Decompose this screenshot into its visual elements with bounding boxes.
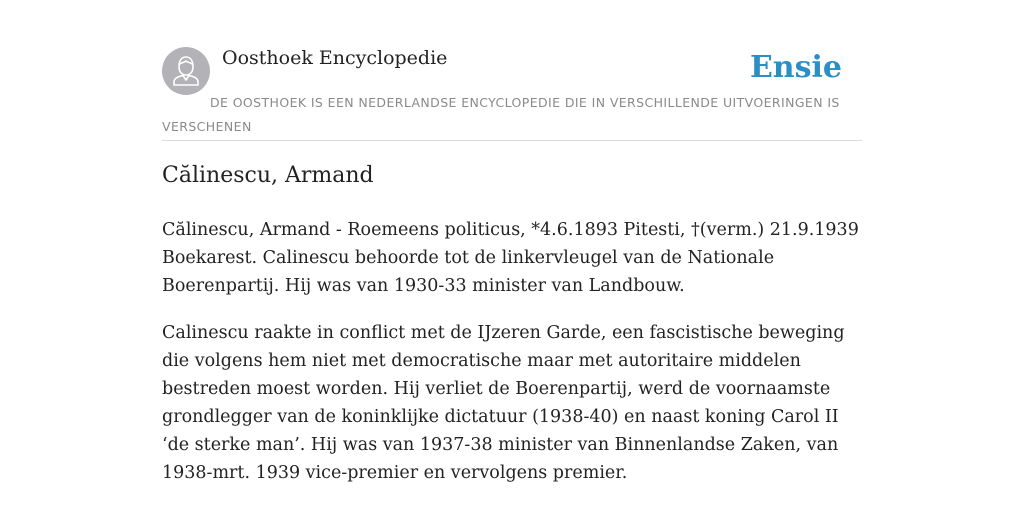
article-paragraph-1: Călinescu, Armand - Roemeens politicus, *4.6.1893 Pitesti, †(verm.) 21.9.1939 Boekarest. Calinescu behoorde tot de linkervleugel van de Nationale Boerenpartij. Hij was van 1930-33 minister van Landbouw. [162, 220, 859, 296]
source-header [162, 44, 862, 141]
article-title: Călinescu, Armand [162, 163, 374, 188]
article-paragraph-2: Calinescu raakte in conflict met de IJzeren Garde, een fascistische beweging die volgens hem niet met democratische maar met autoritaire middelen bestreden moest worden. Hij verliet de Boerenpartij, werd de voornaamste grondlegger van de koninklijke dictatuur (1938-40) en naast koning Carol II ‘de sterke man’. Hij was van 1937-38 minister van Binnenlandse Zaken, van 1938-mrt. 1939 vice-premier en vervolgens premier. [162, 323, 845, 483]
source-name-link[interactable]: Oosthoek Encyclopedie [222, 47, 448, 69]
source-tagline: DE OOSTHOEK IS EEN NEDERLANDSE ENCYCLOPEDIE DIE IN VERSCHILLENDE UITVOERINGEN IS VERSCHENEN [162, 95, 840, 134]
ensie-logo-link[interactable]: Ensie [749, 50, 842, 85]
user-avatar-icon[interactable] [162, 47, 210, 95]
